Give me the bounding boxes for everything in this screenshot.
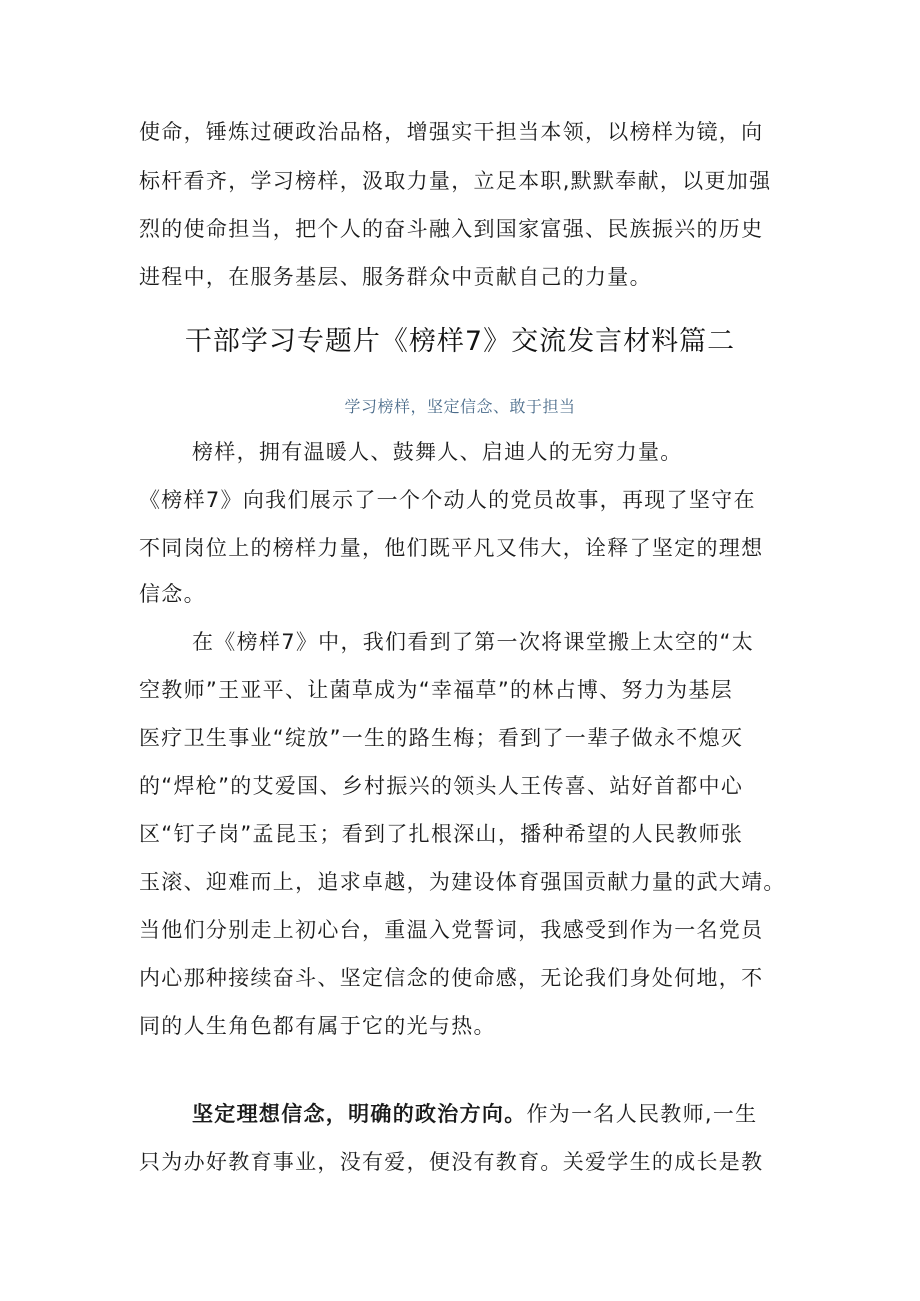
paragraph2-line-6: 玉滚、迎难而上，追求卓越，为建设体育强国贡献力量的武大靖。 <box>139 870 786 894</box>
paragraph3-line-2: 只为办好教育事业，没有爱，便没有教育。关爱学生的成长是教 <box>139 1150 764 1174</box>
continuation-line-1: 使命，锤炼过硬政治品格，增强实干担当本领，以榜样为镜，向 <box>139 120 764 144</box>
continuation-line-3: 烈的使命担当，把个人的奋斗融入到国家富强、民族振兴的历史 <box>139 217 764 241</box>
paragraph3-line-1 <box>192 1099 757 1129</box>
paragraph2-line-8: 内心那种接续奋斗、坚定信念的使命感，无论我们身处何地，不 <box>139 966 764 990</box>
paragraph2-line-2: 空教师”王亚平、让菌草成为“幸福草”的林占博、努力为基层 <box>139 678 734 702</box>
paragraph2-line-9: 同的人生角色都有属于它的光与热。 <box>139 1014 496 1038</box>
continuation-line-2: 标杆看齐，学习榜样，汲取力量，立足本职,默默奉献，以更加强 <box>139 169 772 193</box>
paragraph2-line-5: 区“钉子岗”孟昆玉；看到了扎根深山，播种希望的人民教师张 <box>139 822 744 846</box>
intro-line-3: 不同岗位上的榜样力量，他们既平凡又伟大，诠释了坚定的理想 <box>139 536 764 560</box>
paragraph2-line-3: 医疗卫生事业“绽放”一生的路生梅；看到了一辈子做永不熄灭 <box>139 726 744 750</box>
intro-line-4: 信念。 <box>139 582 206 606</box>
continuation-line-4: 进程中，在服务基层、服务群众中贡献自己的力量。 <box>139 265 652 289</box>
section-subtitle: 学习榜样，坚定信念、敢于担当 <box>344 397 576 416</box>
section-title: 干部学习专题片《榜样7》交流发言材料篇二 <box>184 326 736 357</box>
paragraph2-line-7: 当他们分别走上初心台，重温入党誓词，我感受到作为一名党员 <box>139 918 764 942</box>
intro-line-2: 《榜样7》向我们展示了一个个动人的党员故事，再现了坚守在 <box>139 488 756 512</box>
paragraph2-line-1: 在《榜样7》中，我们看到了第一次将课堂搬上太空的“太 <box>192 630 755 654</box>
intro-line-1: 榜样，拥有温暖人、鼓舞人、启迪人的无穷力量。 <box>192 440 683 464</box>
paragraph2-line-4: 的“焊枪”的艾爱国、乡村振兴的领头人王传喜、站好首都中心 <box>139 774 744 798</box>
paragraph3-line-1-rest: 作为一名人民教师,一生 <box>526 1102 758 1126</box>
paragraph3-bold-lead: 坚定理想信念，明确的政治方向。 <box>192 1102 527 1126</box>
